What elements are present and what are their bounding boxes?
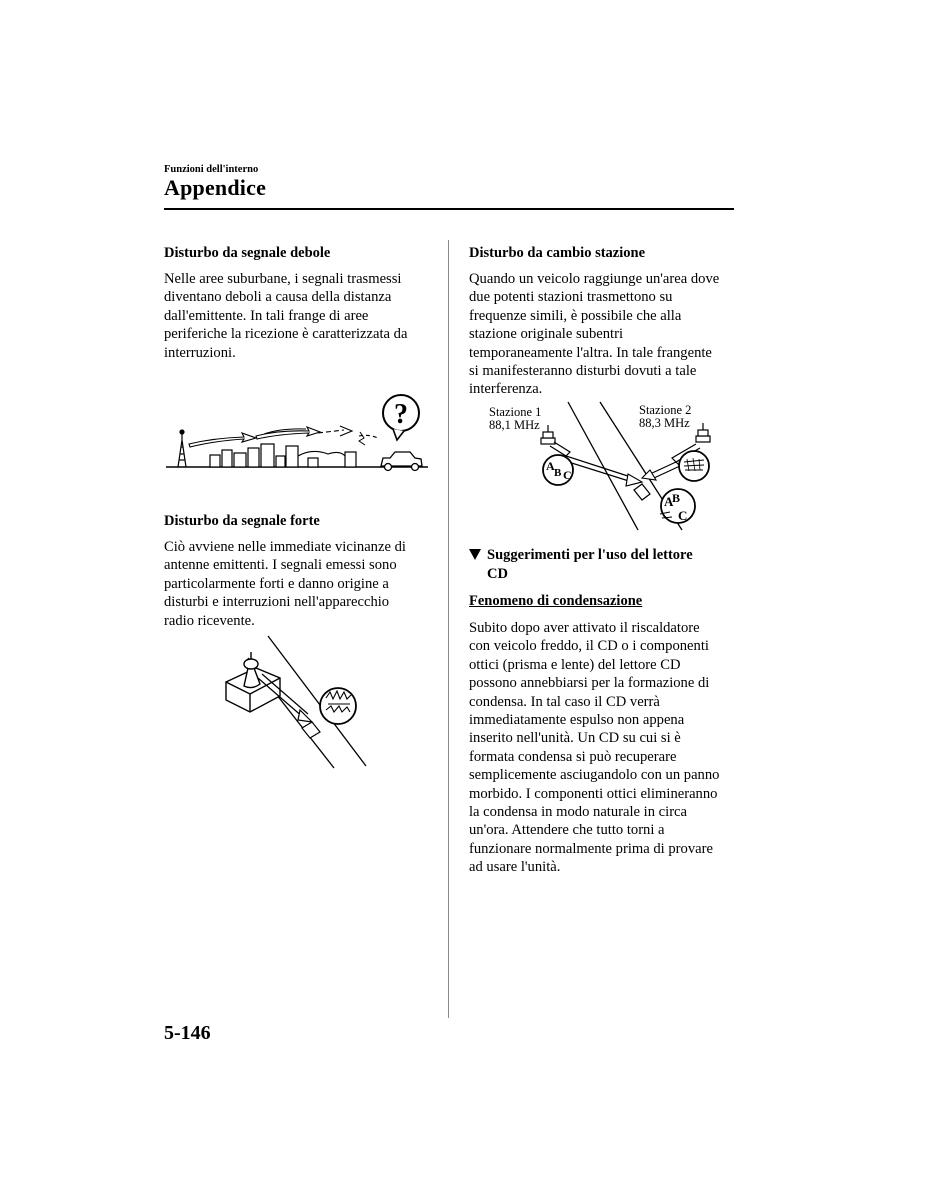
weak-signal-text xyxy=(164,270,407,362)
weak-signal-heading: Disturbo da segnale debole xyxy=(164,245,331,261)
signal-letter-b: B xyxy=(554,467,562,479)
triangle-bullet-icon xyxy=(469,549,481,560)
text-line: funzionare normalmente prima di provare xyxy=(469,840,713,857)
text-line: un'ora. Attendere che tutto torni a xyxy=(469,822,665,839)
signal-letter-a: A xyxy=(546,459,555,473)
station2-frequency: 88,3 MHz xyxy=(639,416,690,430)
condensation-subheading: Fenomeno di condensazione xyxy=(469,593,643,609)
car-icon xyxy=(634,484,650,500)
text-line: si manifesteranno disturbi dovuti a tale xyxy=(469,363,697,380)
column-divider xyxy=(448,240,449,1018)
text-line: disturbi e interruzioni nell'apparecchio xyxy=(164,594,390,611)
text-line: condensa. In tal caso il CD verrà xyxy=(469,693,660,710)
text-line: Subito dopo aver attivato il riscaldatore xyxy=(469,620,700,636)
text-line: ottici (prisma e lente) del lettore CD xyxy=(469,656,681,673)
text-line: ad usare l'unità. xyxy=(469,859,561,876)
cd-tips-heading xyxy=(469,546,693,564)
noise-bubble-icon xyxy=(320,688,356,724)
strong-signal-illustration xyxy=(216,632,374,770)
text-line: possono annebbiarsi per la formazione di xyxy=(469,675,710,692)
car-icon xyxy=(302,722,320,738)
station-change-diagram xyxy=(486,398,724,532)
text-line: due potenti stazioni trasmettono su xyxy=(469,289,673,306)
signal-letter-b: B xyxy=(672,491,681,505)
text-line: con veicolo freddo, il CD o i componenti xyxy=(469,638,709,655)
question-bubble-icon xyxy=(383,395,419,440)
text-line: particolarmente forti e danno origine a xyxy=(164,575,389,592)
noise-bubble-icon xyxy=(679,451,709,481)
station-change-text xyxy=(469,270,719,399)
text-line: Quando un veicolo raggiunge un'area dove xyxy=(469,271,720,287)
text-line: interferenza. xyxy=(469,381,543,398)
station2-antenna-icon xyxy=(696,423,710,442)
text-line: inserito nell'unità. Un CD su cui si è xyxy=(469,730,681,747)
station1-name: Stazione 1 xyxy=(489,405,542,419)
page-number: 5-146 xyxy=(164,1022,211,1044)
text-line: antenne emittenti. I segnali emessi sono xyxy=(164,557,397,574)
text-line: morbido. I componenti ottici elimineranno xyxy=(469,785,718,802)
question-mark: ? xyxy=(394,399,408,430)
text-line: periferiche la ricezione è caratterizzata da xyxy=(164,326,408,343)
text-line: dall'emittente. In tali frange di aree xyxy=(164,307,369,324)
station-change-heading: Disturbo da cambio stazione xyxy=(469,245,646,261)
abc-distorted-bubble-icon xyxy=(660,489,695,523)
station1-frequency: 88,1 MHz xyxy=(489,418,540,432)
strong-signal-text xyxy=(164,538,406,630)
text-line: formata condensa si può recuperare xyxy=(469,748,677,765)
text-line: temporaneamente l'altra. In tale frangente xyxy=(469,344,712,361)
weak-signal-illustration xyxy=(164,392,434,482)
text-line: stazione originale subentri xyxy=(469,326,623,343)
antenna-tower-icon xyxy=(178,430,186,467)
abc-signal-bubble-icon xyxy=(543,455,573,485)
cd-tips-heading-line1: Suggerimenti per l'uso del lettore xyxy=(487,547,693,563)
section-label: Funzioni dell'interno xyxy=(164,164,259,175)
text-line: la condensa in modo naturale in circa xyxy=(469,804,688,821)
page-title: Appendice xyxy=(164,175,267,200)
title-rule xyxy=(164,208,734,210)
station2-name: Stazione 2 xyxy=(639,403,692,417)
text-line: radio ricevente. xyxy=(164,612,255,629)
signal-letter-c: C xyxy=(563,468,572,482)
signal-letter-c: C xyxy=(678,508,688,523)
signal-letter-a: A xyxy=(664,494,674,509)
condensation-text xyxy=(469,619,719,877)
text-line: immediatamente espulso non appena xyxy=(469,712,685,729)
text-line: diventano deboli a causa della distanza xyxy=(164,289,392,306)
text-line: interruzioni. xyxy=(164,344,236,361)
cd-tips-heading-line2: CD xyxy=(487,566,508,582)
city-buildings xyxy=(210,444,356,467)
text-line: frequenze simili, è possibile che alla xyxy=(469,307,682,324)
text-line: Ciò avviene nelle immediate vicinanze di xyxy=(164,539,406,555)
strong-signal-heading: Disturbo da segnale forte xyxy=(164,513,320,529)
text-line: semplicemente asciugandolo con un panno xyxy=(469,767,720,784)
station1-antenna-icon xyxy=(541,425,555,444)
text-line: Nelle aree suburbane, i segnali trasmessi xyxy=(164,271,402,287)
